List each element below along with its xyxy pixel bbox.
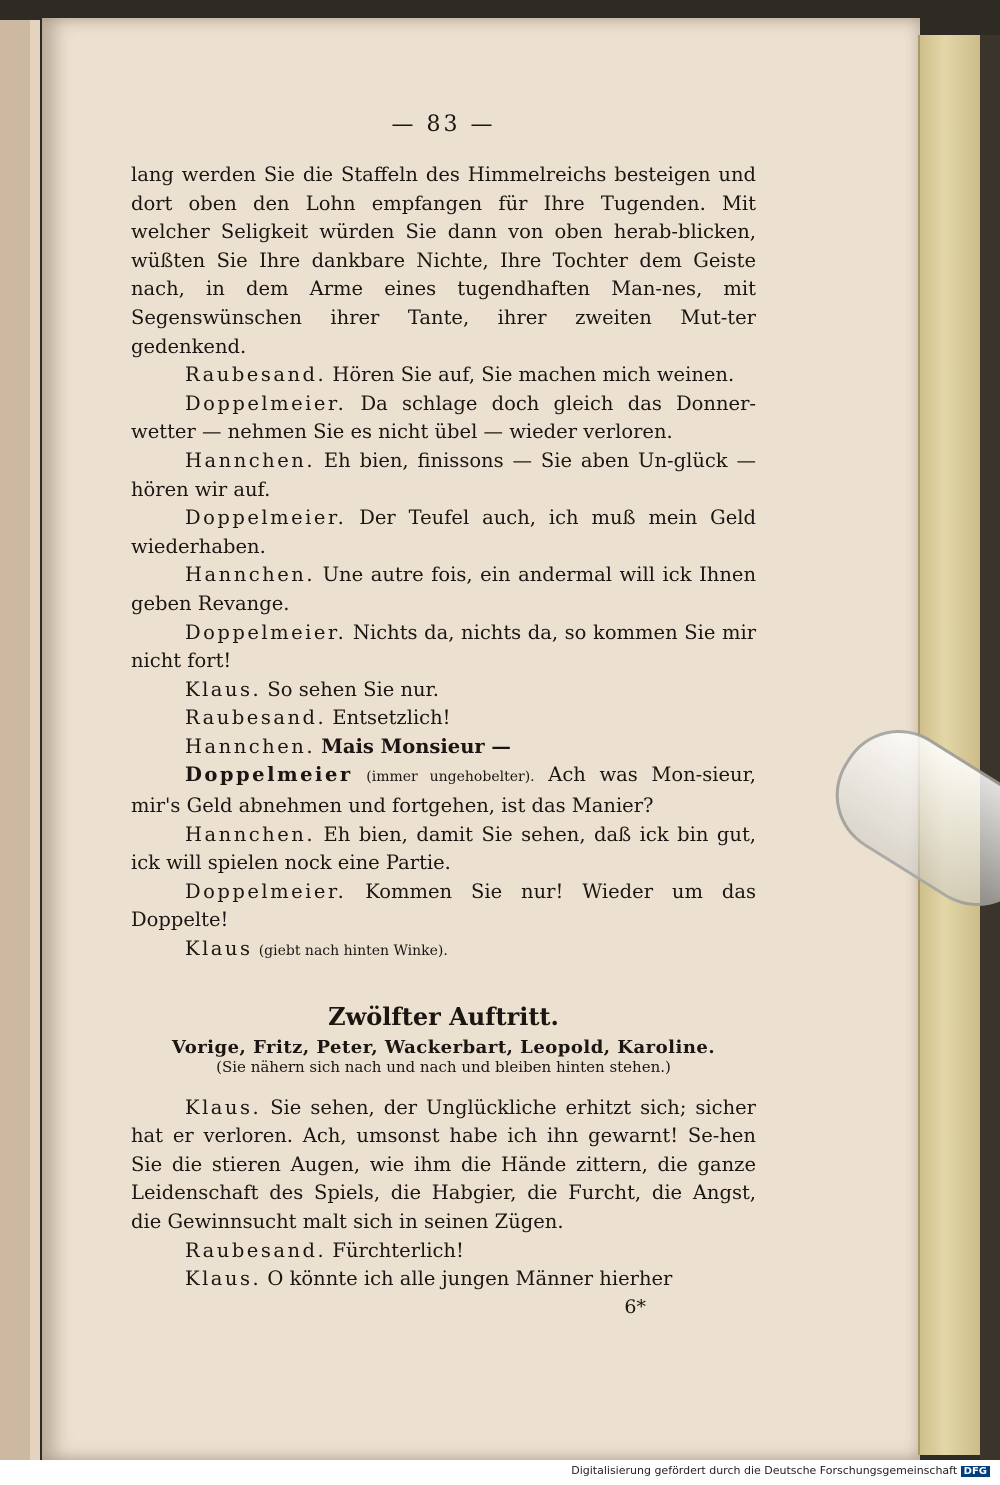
- page-number: — 83 —: [391, 112, 496, 137]
- right-shadow: [980, 35, 1000, 1460]
- scene-cast: Vorige, Fritz, Peter, Wackerbart, Leopold, Karoline.: [171, 1036, 716, 1058]
- speaker-name: Raubesand.: [185, 363, 327, 387]
- left-page-margin: [30, 20, 40, 1460]
- speaker-name: Doppelmeier.: [185, 391, 347, 415]
- speaker-name: Raubesand.: [185, 1238, 327, 1262]
- scene-stage-direction: (Sie nähern sich nach und nach und bleiben hinten stehen.): [216, 1057, 671, 1076]
- paragraph-9: Hannchen. Mais Monsieur —: [185, 734, 511, 758]
- footer-text: Digitalisierung gefördert durch die Deutsche Forschungsgemeinschaft: [571, 1464, 958, 1477]
- speaker-name: Hannchen.: [185, 734, 316, 758]
- paragraph-7: Klaus. So sehen Sie nur.: [185, 677, 439, 701]
- speaker-name: Doppelmeier.: [185, 879, 347, 903]
- paragraph-6: Doppelmeier. Nichts da, nichts da, so kommen Sie mir nicht fort!: [131, 620, 757, 673]
- paragraph-3: Hannchen. Eh bien, finissons — Sie aben Un-glück — hören wir auf.: [131, 448, 756, 501]
- speaker-name: Doppelmeier.: [185, 620, 347, 644]
- paragraph-13: [131, 935, 756, 966]
- paragraph-4: Doppelmeier. Der Teufel auch, ich muß mein Geld wiederhaben.: [131, 506, 756, 558]
- stage-direction: (immer ungehobelter).: [366, 769, 535, 786]
- dialogue-bottom: [131, 1094, 756, 1294]
- paragraph-b1: Raubesand. Fürchterlich!: [185, 1238, 464, 1262]
- paragraph-8: Raubesand. Entsetzlich!: [185, 706, 451, 730]
- funding-footer: [571, 1464, 990, 1477]
- paragraph-2: Doppelmeier. Da schlage doch gleich das Donner-wetter — nehmen Sie es nicht übel — wieder verloren.: [131, 391, 756, 444]
- paragraph-0: lang werden Sie die Staffeln des Himmelreichs besteigen und dort oben den Lohn empfangen für Ihre Tugenden. Mit welcher Seligkeit würden Sie dann von oben herab-blicken, wüßten Sie Ihre dankbare Nichte, Ihre Tochter dem Geiste nach, in dem Arme eines tugendhaften Man-nes, mit Segenswünschen ihrer Tante, ihrer zweiten Mut-ter gedenkend.: [131, 163, 756, 358]
- speaker-name: Hannchen.: [185, 822, 316, 846]
- speaker-name: Klaus.: [185, 677, 262, 701]
- paragraph-b0: Klaus. Sie sehen, der Unglückliche erhitzt sich; sicher hat er verloren. Ach, umsonst habe ich ihn gewarnt! Se-hen Sie die stieren Augen, wie ihm die Hände zittern, die ganze Leidenschaft des Spiels, die Habgier, die Furcht, die Angst, die Gewinnsucht malt sich in seinen Zügen.: [131, 1095, 757, 1233]
- scene-heading: Zwölfter Auftritt.: [328, 1001, 559, 1031]
- signature-mark: 6*: [624, 1295, 646, 1318]
- speaker-name: Klaus.: [185, 1267, 262, 1291]
- speaker-name: Doppelmeier.: [185, 506, 347, 530]
- speaker-name: Klaus: [185, 937, 253, 961]
- dialogue-top: [131, 161, 756, 966]
- paragraph-5: Hannchen. Une autre fois, ein andermal will ick Ihnen geben Revange.: [131, 563, 757, 615]
- speaker-name: Hannchen.: [185, 563, 316, 587]
- paragraph-12: Doppelmeier. Kommen Sie nur! Wieder um das Doppelte!: [131, 879, 756, 932]
- paragraph-1: Raubesand. Hören Sie auf, Sie machen mich weinen.: [185, 363, 735, 387]
- dfg-logo-icon: DFG: [961, 1466, 990, 1477]
- paragraph-10: Doppelmeier (immer ungehobelter). Ach was Mon-sieur, mir's Geld abnehmen und fortgehen, ist das Manier?: [131, 763, 756, 818]
- page-content: [131, 112, 756, 1318]
- speaker-name: Doppelmeier: [185, 763, 353, 787]
- speaker-name: Hannchen.: [185, 448, 316, 472]
- speaker-name: Raubesand.: [185, 706, 327, 730]
- paragraph-b2: Klaus. O könnte ich alle jungen Männer hierher: [185, 1267, 673, 1291]
- stage-direction: (giebt nach hinten Winke).: [258, 943, 448, 960]
- speaker-name: Klaus.: [185, 1095, 262, 1119]
- paragraph-11: Hannchen. Eh bien, damit Sie sehen, daß ick bin gut, ick will spielen nock eine Partie.: [131, 822, 756, 875]
